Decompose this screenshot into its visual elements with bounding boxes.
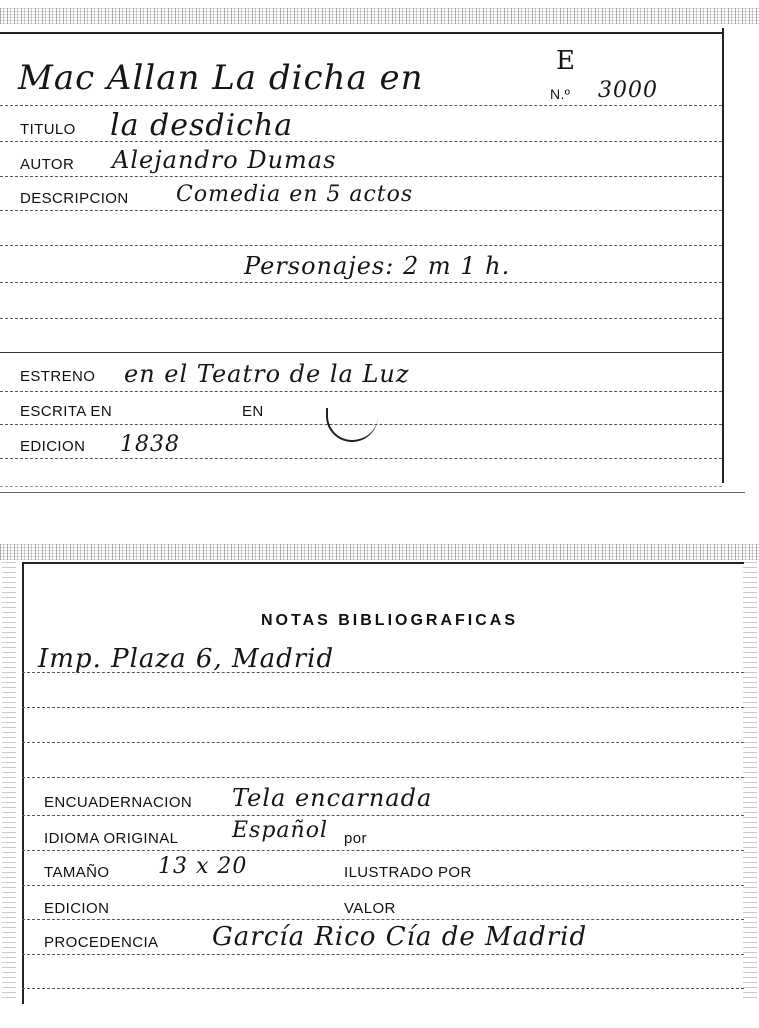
rule-line <box>22 885 744 886</box>
rule-line <box>0 486 722 487</box>
number-label: N.º <box>550 86 571 102</box>
notes-card <box>0 540 759 1028</box>
rule-line <box>0 141 722 142</box>
rule-line <box>22 777 744 778</box>
edicion-label: EDICION <box>44 900 110 917</box>
scan-noise-top <box>0 8 759 24</box>
estreno-value: en el Teatro de la Luz <box>124 360 410 388</box>
card-left-border <box>22 564 24 1004</box>
personajes-value: Personajes: 2 m 1 h. <box>244 252 511 280</box>
en-label: EN <box>242 403 264 420</box>
titulo-label: TITULO <box>20 121 76 138</box>
card-bottom-edge <box>0 492 745 493</box>
por-label: por <box>344 830 367 847</box>
rule-line <box>22 707 744 708</box>
rule-line <box>22 815 744 816</box>
encuadernacion-label: ENCUADERNACION <box>44 794 193 811</box>
imprint-value: Imp. Plaza 6, Madrid <box>38 644 335 674</box>
rule-line <box>0 105 722 106</box>
rule-line <box>22 988 744 989</box>
idioma-original-value: Español <box>232 818 328 843</box>
rule-line <box>0 210 722 211</box>
rule-line <box>0 282 722 283</box>
shelf-mark: E <box>556 46 576 76</box>
rule-line <box>22 954 744 955</box>
tamano-value: 13 x 20 <box>158 854 248 879</box>
idioma-original-label: IDIOMA ORIGINAL <box>44 830 179 847</box>
notes-heading: NOTAS BIBLIOGRAFICAS <box>260 612 519 629</box>
escrita-en-label: ESCRITA EN <box>20 403 113 420</box>
rule-line <box>22 850 744 851</box>
tamano-label: TAMAÑO <box>44 864 110 881</box>
titulo-value: la desdicha <box>110 108 294 143</box>
card-right-border <box>722 28 724 483</box>
card-top-border <box>0 32 724 34</box>
rule-line <box>0 458 722 459</box>
ilustrado-por-label: ILUSTRADO POR <box>344 864 472 881</box>
autor-value: Alejandro Dumas <box>112 146 337 174</box>
rule-line <box>22 742 744 743</box>
procedencia-value: García Rico Cía de Madrid <box>212 922 588 952</box>
card-top-border <box>22 562 744 564</box>
valor-label: VALOR <box>344 900 396 917</box>
catalog-card <box>0 0 759 495</box>
encuadernacion-value: Tela encarnada <box>232 784 433 812</box>
number-value: 3000 <box>598 78 658 103</box>
scan-noise-top <box>0 544 759 560</box>
rule-line <box>0 391 722 392</box>
pen-stroke-mark <box>326 408 378 442</box>
author-title-heading: Mac Allan La dicha en <box>18 58 424 98</box>
rule-line <box>22 919 744 920</box>
descripcion-label: DESCRIPCION <box>20 190 129 207</box>
autor-label: AUTOR <box>20 156 75 173</box>
rule-line <box>0 318 722 319</box>
rule-line <box>0 176 722 177</box>
rule-line <box>0 352 722 353</box>
descripcion-value: Comedia en 5 actos <box>176 182 414 207</box>
edicion-value: 1838 <box>120 432 180 457</box>
estreno-label: ESTRENO <box>20 368 96 385</box>
rule-line <box>0 245 722 246</box>
edicion-label: EDICION <box>20 438 86 455</box>
procedencia-label: PROCEDENCIA <box>44 934 159 951</box>
